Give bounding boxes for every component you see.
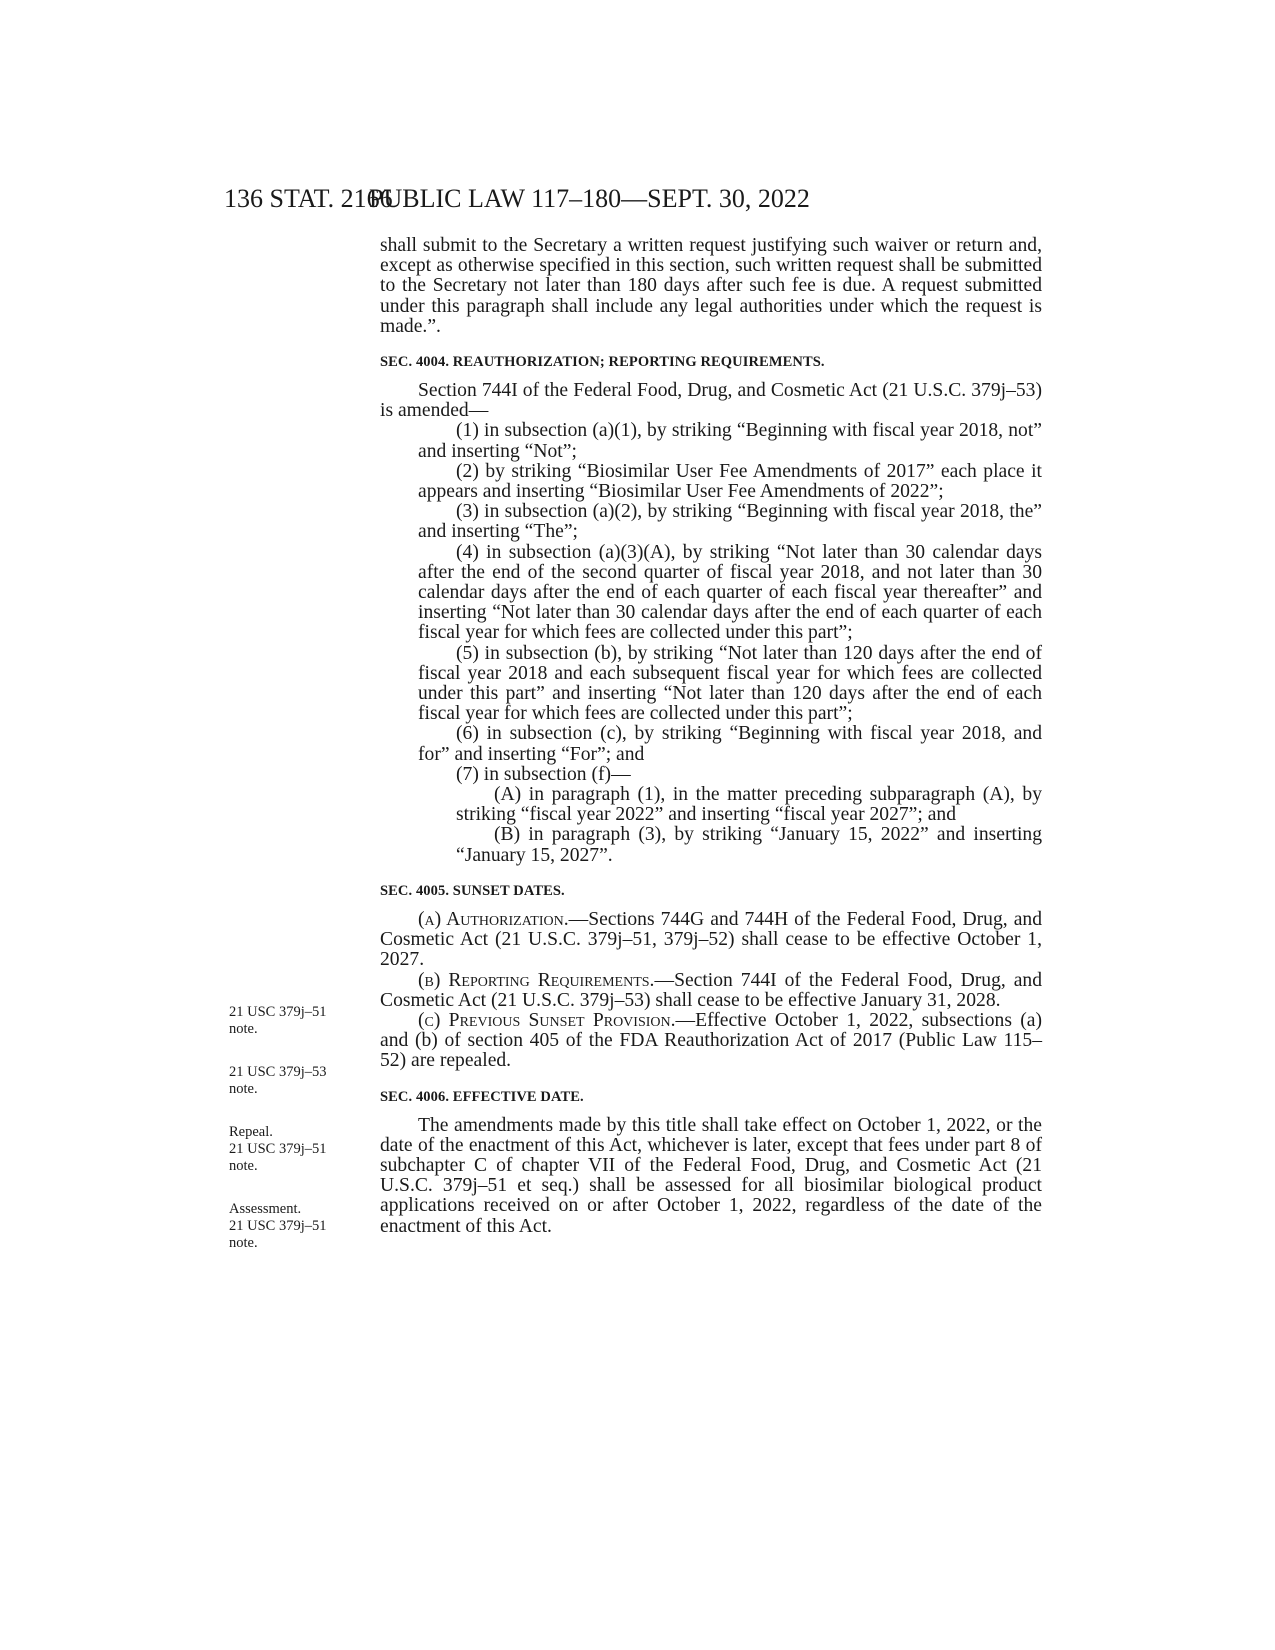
- page-number: 136 STAT. 2166: [224, 184, 393, 213]
- section-4005-b-label: (b) Reporting Requirements.—: [418, 969, 675, 991]
- section-4005-c: [380, 1011, 1042, 1072]
- margin-note-line: note.: [229, 1021, 258, 1037]
- list-item: (1) in subsection (a)(1), by striking “Beginning with fiscal year 2018, not” and inserting “Not”;: [418, 420, 1042, 462]
- list-item: (4) in subsection (a)(3)(A), by striking “Not later than 30 calendar days after the end of the second quarter of fiscal year 2018, and not later than 30 calendar days after the end of each quarter of each fiscal year thereafter” and inserting “Not later than 30 calendar days after the end of each quarter of each fiscal year for which fees are collected under this part”;: [418, 541, 1042, 644]
- section-4005-a: [380, 910, 1042, 971]
- margin-note-line: 21 USC 379j–51: [229, 1218, 327, 1234]
- margin-note-line: note.: [229, 1081, 258, 1097]
- section-4005-heading: SEC. 4005. SUNSET DATES.: [380, 882, 565, 899]
- margin-note: [229, 1201, 354, 1252]
- sub-list-item: (B) in paragraph (3), by striking “January 15, 2022” and inserting “January 15, 2027”.: [456, 824, 1042, 866]
- running-head: PUBLIC LAW 117–180—SEPT. 30, 2022: [369, 184, 810, 213]
- margin-note: [229, 1124, 354, 1175]
- section-4006-heading: SEC. 4006. EFFECTIVE DATE.: [380, 1088, 584, 1105]
- margin-note-line: note.: [229, 1158, 258, 1174]
- section-4005-a-text: Sections 744G and 744H of the Federal Food, Drug, and Cosmetic Act (21 U.S.C. 379j–51, 379j–52) shall cease to be effective October 1, 2027.: [380, 908, 1042, 971]
- margin-note: [229, 1004, 354, 1038]
- section-4005-b: [380, 971, 1042, 1011]
- margin-note-line: Repeal.: [229, 1124, 273, 1140]
- list-item: (7) in subsection (f)—: [456, 763, 631, 785]
- section-4004-lead: Section 744I of the Federal Food, Drug, and Cosmetic Act (21 U.S.C. 379j–53) is amended—: [380, 380, 1042, 422]
- margin-note-line: note.: [229, 1235, 258, 1251]
- sub-list-item: (A) in paragraph (1), in the matter preceding subparagraph (A), by striking “fiscal year 2022” and inserting “fiscal year 2027”; and: [456, 784, 1042, 826]
- section-4006-text: The amendments made by this title shall take effect on October 1, 2022, or the date of the enactment of this Act, whichever is later, except that fees under part 8 of subchapter C of chapter VII of the Federal Food, Drug, and Cosmetic Act (21 U.S.C. 379j–51 et seq.) shall be assessed for all biosimilar biological product applications received on or after October 1, 2022, regardless of the date of the enactment of this Act.: [380, 1114, 1042, 1237]
- margin-note: [229, 1064, 354, 1098]
- list-item: (3) in subsection (a)(2), by striking “Beginning with fiscal year 2018, the” and inserting “The”;: [418, 501, 1042, 543]
- section-4005-a-label: (a) Authorization.—: [418, 908, 589, 930]
- intro-paragraph: shall submit to the Secretary a written request justifying such waiver or return and, except as otherwise specified in this section, such written request shall be submitted to the Secretary not later than 180 days after such fee is due. A request submitted under this paragraph shall include any legal authorities under which the request is made.”.: [380, 235, 1042, 337]
- page-header: [224, 184, 1044, 218]
- margin-note-line: 21 USC 379j–51: [229, 1004, 327, 1020]
- margin-note-line: 21 USC 379j–51: [229, 1141, 327, 1157]
- list-item: (5) in subsection (b), by striking “Not later than 120 days after the end of fiscal year 2018 and each subsequent fiscal year for which fees are collected under this part” and inserting “Not later than 120 days after the end of each fiscal year for which fees are collected under this part”;: [418, 642, 1042, 725]
- section-4004-heading: SEC. 4004. REAUTHORIZATION; REPORTING REQUIREMENTS.: [380, 354, 825, 371]
- body-text: [380, 236, 1042, 1237]
- section-4005-b-text: Section 744I of the Federal Food, Drug, and Cosmetic Act (21 U.S.C. 379j–53) shall cease to be effective January 31, 2028.: [380, 969, 1042, 1011]
- section-4005-c-text: Effective October 1, 2022, subsections (a) and (b) of section 405 of the FDA Reauthorization Act of 2017 (Public Law 115–52) are repealed.: [380, 1009, 1042, 1072]
- list-item: (2) by striking “Biosimilar User Fee Amendments of 2017” each place it appears and inserting “Biosimilar User Fee Amendments of 2022”;: [418, 460, 1042, 503]
- margin-note-line: 21 USC 379j–53: [229, 1064, 327, 1080]
- list-item: (6) in subsection (c), by striking “Beginning with fiscal year 2018, and for” and inserting “For”; and: [418, 723, 1042, 765]
- section-4005-c-label: (c) Previous Sunset Provision.—: [418, 1009, 696, 1031]
- margin-note-line: Assessment.: [229, 1201, 302, 1217]
